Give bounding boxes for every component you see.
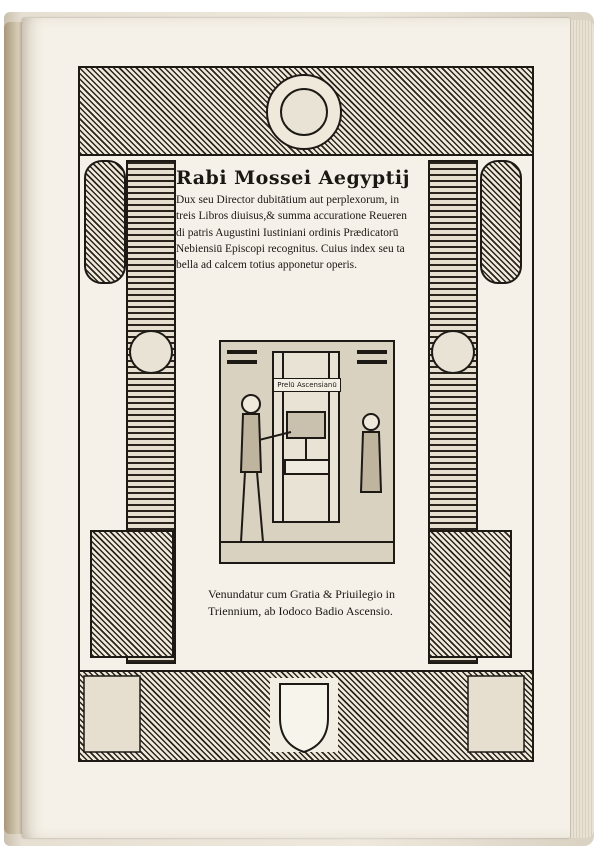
imprint-text	[208, 586, 438, 620]
scholar-figures-icon	[280, 88, 328, 136]
top-ornament-band	[78, 66, 534, 156]
page-edges	[568, 20, 594, 838]
title-line: Nebiensiū Episcopi recognitus. Cuius index seu ta	[176, 243, 405, 256]
printing-press-icon	[221, 342, 393, 562]
imprint-line: Triennium, ab Iodoco Badio Ascensio.	[208, 604, 393, 618]
imprint-line: Venundatur cum Gratia & Priuilegio in	[208, 587, 395, 601]
printing-press-woodcut	[219, 340, 395, 564]
left-figures-ornament	[90, 530, 174, 658]
press-caption: Prelū Ascensianū	[273, 378, 341, 392]
bottom-ornament-band	[78, 670, 534, 762]
bottom-ornament-icon	[80, 672, 528, 756]
left-candelabrum-ornament	[84, 160, 126, 284]
title: Rabi Mossei Aegyptij	[176, 167, 410, 189]
title-line: di patris Augustini Iustiniani ordinis Prædicatorū	[176, 226, 399, 239]
blank-shield-icon	[280, 684, 328, 752]
title-description	[176, 192, 428, 274]
title-text-block	[176, 168, 428, 274]
right-candelabrum-ornament	[480, 160, 522, 284]
title-line: treis Libros diuisus,& summa accuratione Reueren	[176, 210, 407, 223]
right-portrait-medallion-icon	[431, 330, 475, 374]
left-portrait-medallion-icon	[129, 330, 173, 374]
book-spine	[4, 22, 24, 834]
title-line: Dux seu Director dubitātium aut perplexorum, in	[176, 193, 400, 206]
right-figures-ornament	[428, 530, 512, 658]
title-line: bella ad calcem totius apponetur operis.	[176, 259, 357, 272]
